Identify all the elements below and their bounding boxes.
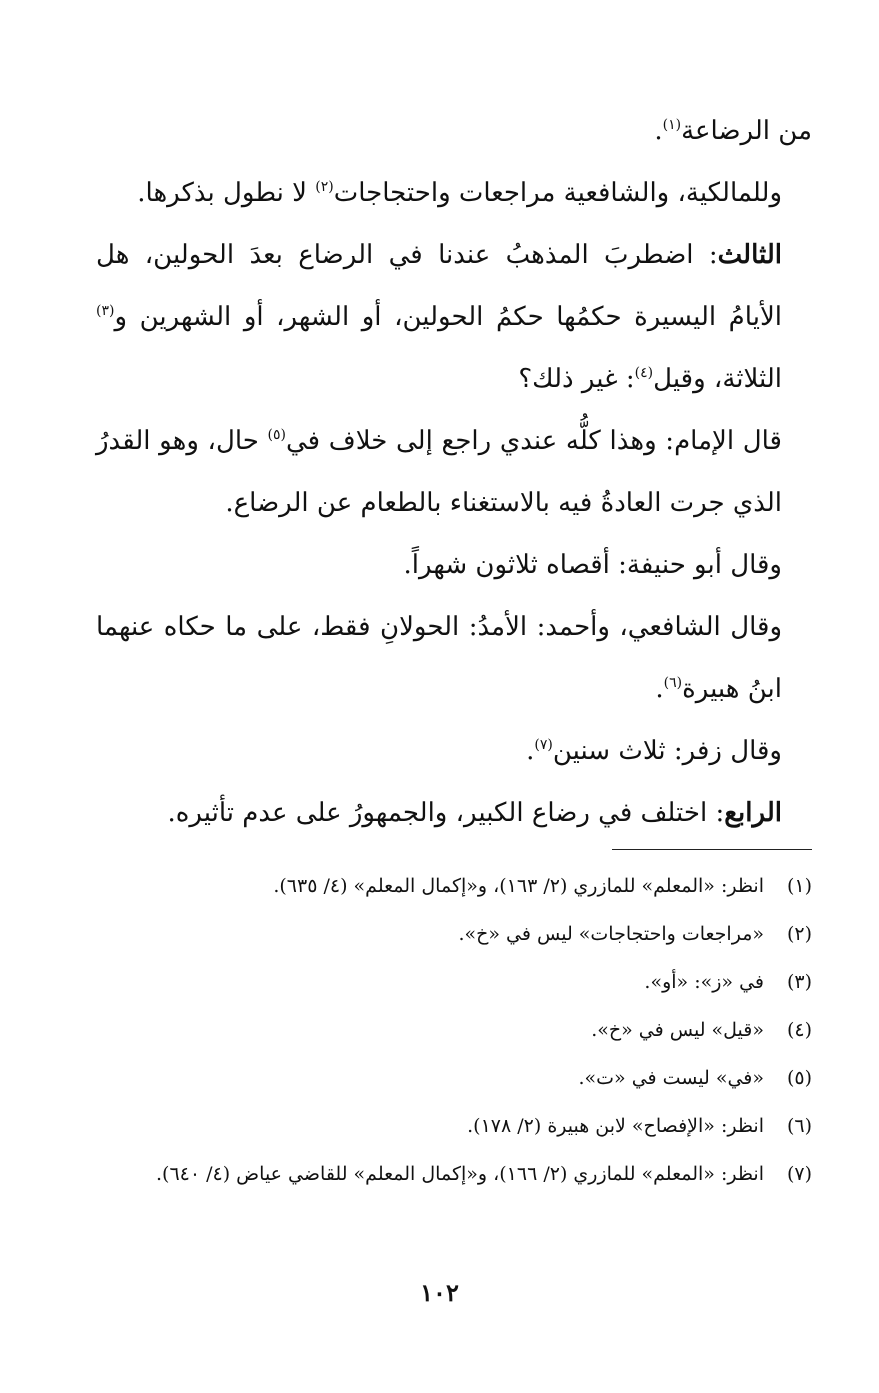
footnote-mark[interactable]: (١) — [662, 117, 682, 133]
footnote-text: في «ز»: «أو». — [644, 971, 764, 993]
footnote-mark[interactable]: (٤) — [634, 365, 654, 381]
text-run: الثلاثة، وقيل — [653, 364, 782, 394]
footnote — [96, 1150, 812, 1198]
footnote-number: (٣) — [786, 971, 812, 993]
text-run: : اضطربَ المذهبُ عندنا في الرضاع بعدَ الحولين، هل الأيامُ اليسيرة حكمُها حكمُ الحولين، أو الشهر، أو الشهرين و — [96, 240, 782, 332]
footnotes — [96, 862, 812, 1198]
footnote-mark[interactable]: (٢) — [315, 179, 334, 195]
paragraph — [96, 596, 812, 720]
footnote — [96, 958, 812, 1006]
footnote-number: (١) — [786, 875, 812, 897]
text-run: لا نطول بذكرها. — [137, 178, 316, 208]
text-run: وللمالكية، والشافعية مراجعات واحتجاجات — [333, 178, 782, 208]
footnote-text: «في» ليست في «ت». — [578, 1067, 764, 1089]
text-run: من الرضاعة — [681, 116, 812, 146]
paragraph — [96, 720, 812, 782]
footnote-mark[interactable]: (٦) — [663, 675, 683, 691]
text-run: وقال أبو حنيفة: أقصاه ثلاثون شهراً. — [403, 550, 782, 580]
footnote-number: (٧) — [786, 1163, 812, 1185]
footnote-text: انظر: «الإفصاح» لابن هبيرة (٢/ ١٧٨). — [467, 1115, 764, 1137]
footnote — [96, 1102, 812, 1150]
text-run: . — [526, 736, 535, 766]
footnote-text: انظر: «المعلم» للمازري (٢/ ١٦٣)، و«إكمال المعلم» (٤/ ٦٣٥). — [273, 875, 764, 897]
text-run: قال الإمام: وهذا كلُّه عندي راجع إلى خلاف في — [285, 426, 782, 456]
footnote-text: «مراجعات واحتجاجات» ليس في «خ». — [458, 923, 764, 945]
text-run: . — [655, 674, 664, 704]
footnote — [96, 910, 812, 958]
text-run: حال، وهو القدرُ الذي جرت العادةُ فيه بالاستغناء بالطعام عن الرضاع. — [96, 426, 782, 518]
paragraph — [96, 534, 812, 596]
footnote-number: (٥) — [786, 1067, 812, 1089]
footnote — [96, 862, 812, 910]
footnote-mark[interactable]: (٧) — [534, 737, 553, 753]
text-run: . — [654, 116, 663, 146]
text-run: : اختلف في رضاع الكبير، والجمهورُ على عدم تأثيره. — [167, 798, 725, 828]
footnote-number: (٢) — [786, 923, 812, 945]
section-heading: الرابع — [724, 798, 782, 828]
footnote-text: «قيل» ليس في «خ». — [591, 1019, 764, 1041]
footnote-number: (٤) — [786, 1019, 812, 1041]
paragraph — [96, 162, 812, 224]
text-run: وقال الشافعي، وأحمد: الأمدُ: الحولانِ فقط، على ما حكاه عنهما ابنُ هبيرة — [96, 612, 782, 704]
footnote-mark[interactable]: (٥) — [267, 427, 286, 443]
main-text — [96, 100, 812, 844]
page-number: ١٠٢ — [420, 1278, 459, 1307]
text-run: : غير ذلك؟ — [518, 364, 635, 394]
footnote-separator — [612, 849, 812, 850]
text-run: وقال زفر: ثلاث سنين — [552, 736, 782, 766]
paragraph — [96, 224, 812, 410]
paragraph — [96, 100, 812, 162]
footnote-text: انظر: «المعلم» للمازري (٢/ ١٦٦)، و«إكمال المعلم» للقاضي عياض (٤/ ٦٤٠). — [155, 1163, 764, 1185]
paragraph — [96, 410, 812, 534]
paragraph — [96, 782, 812, 844]
footnote-number: (٦) — [786, 1115, 812, 1137]
footnote — [96, 1006, 812, 1054]
section-heading: الثالث — [717, 240, 782, 270]
footnote-mark[interactable]: (٣) — [96, 303, 115, 319]
footnote — [96, 1054, 812, 1102]
